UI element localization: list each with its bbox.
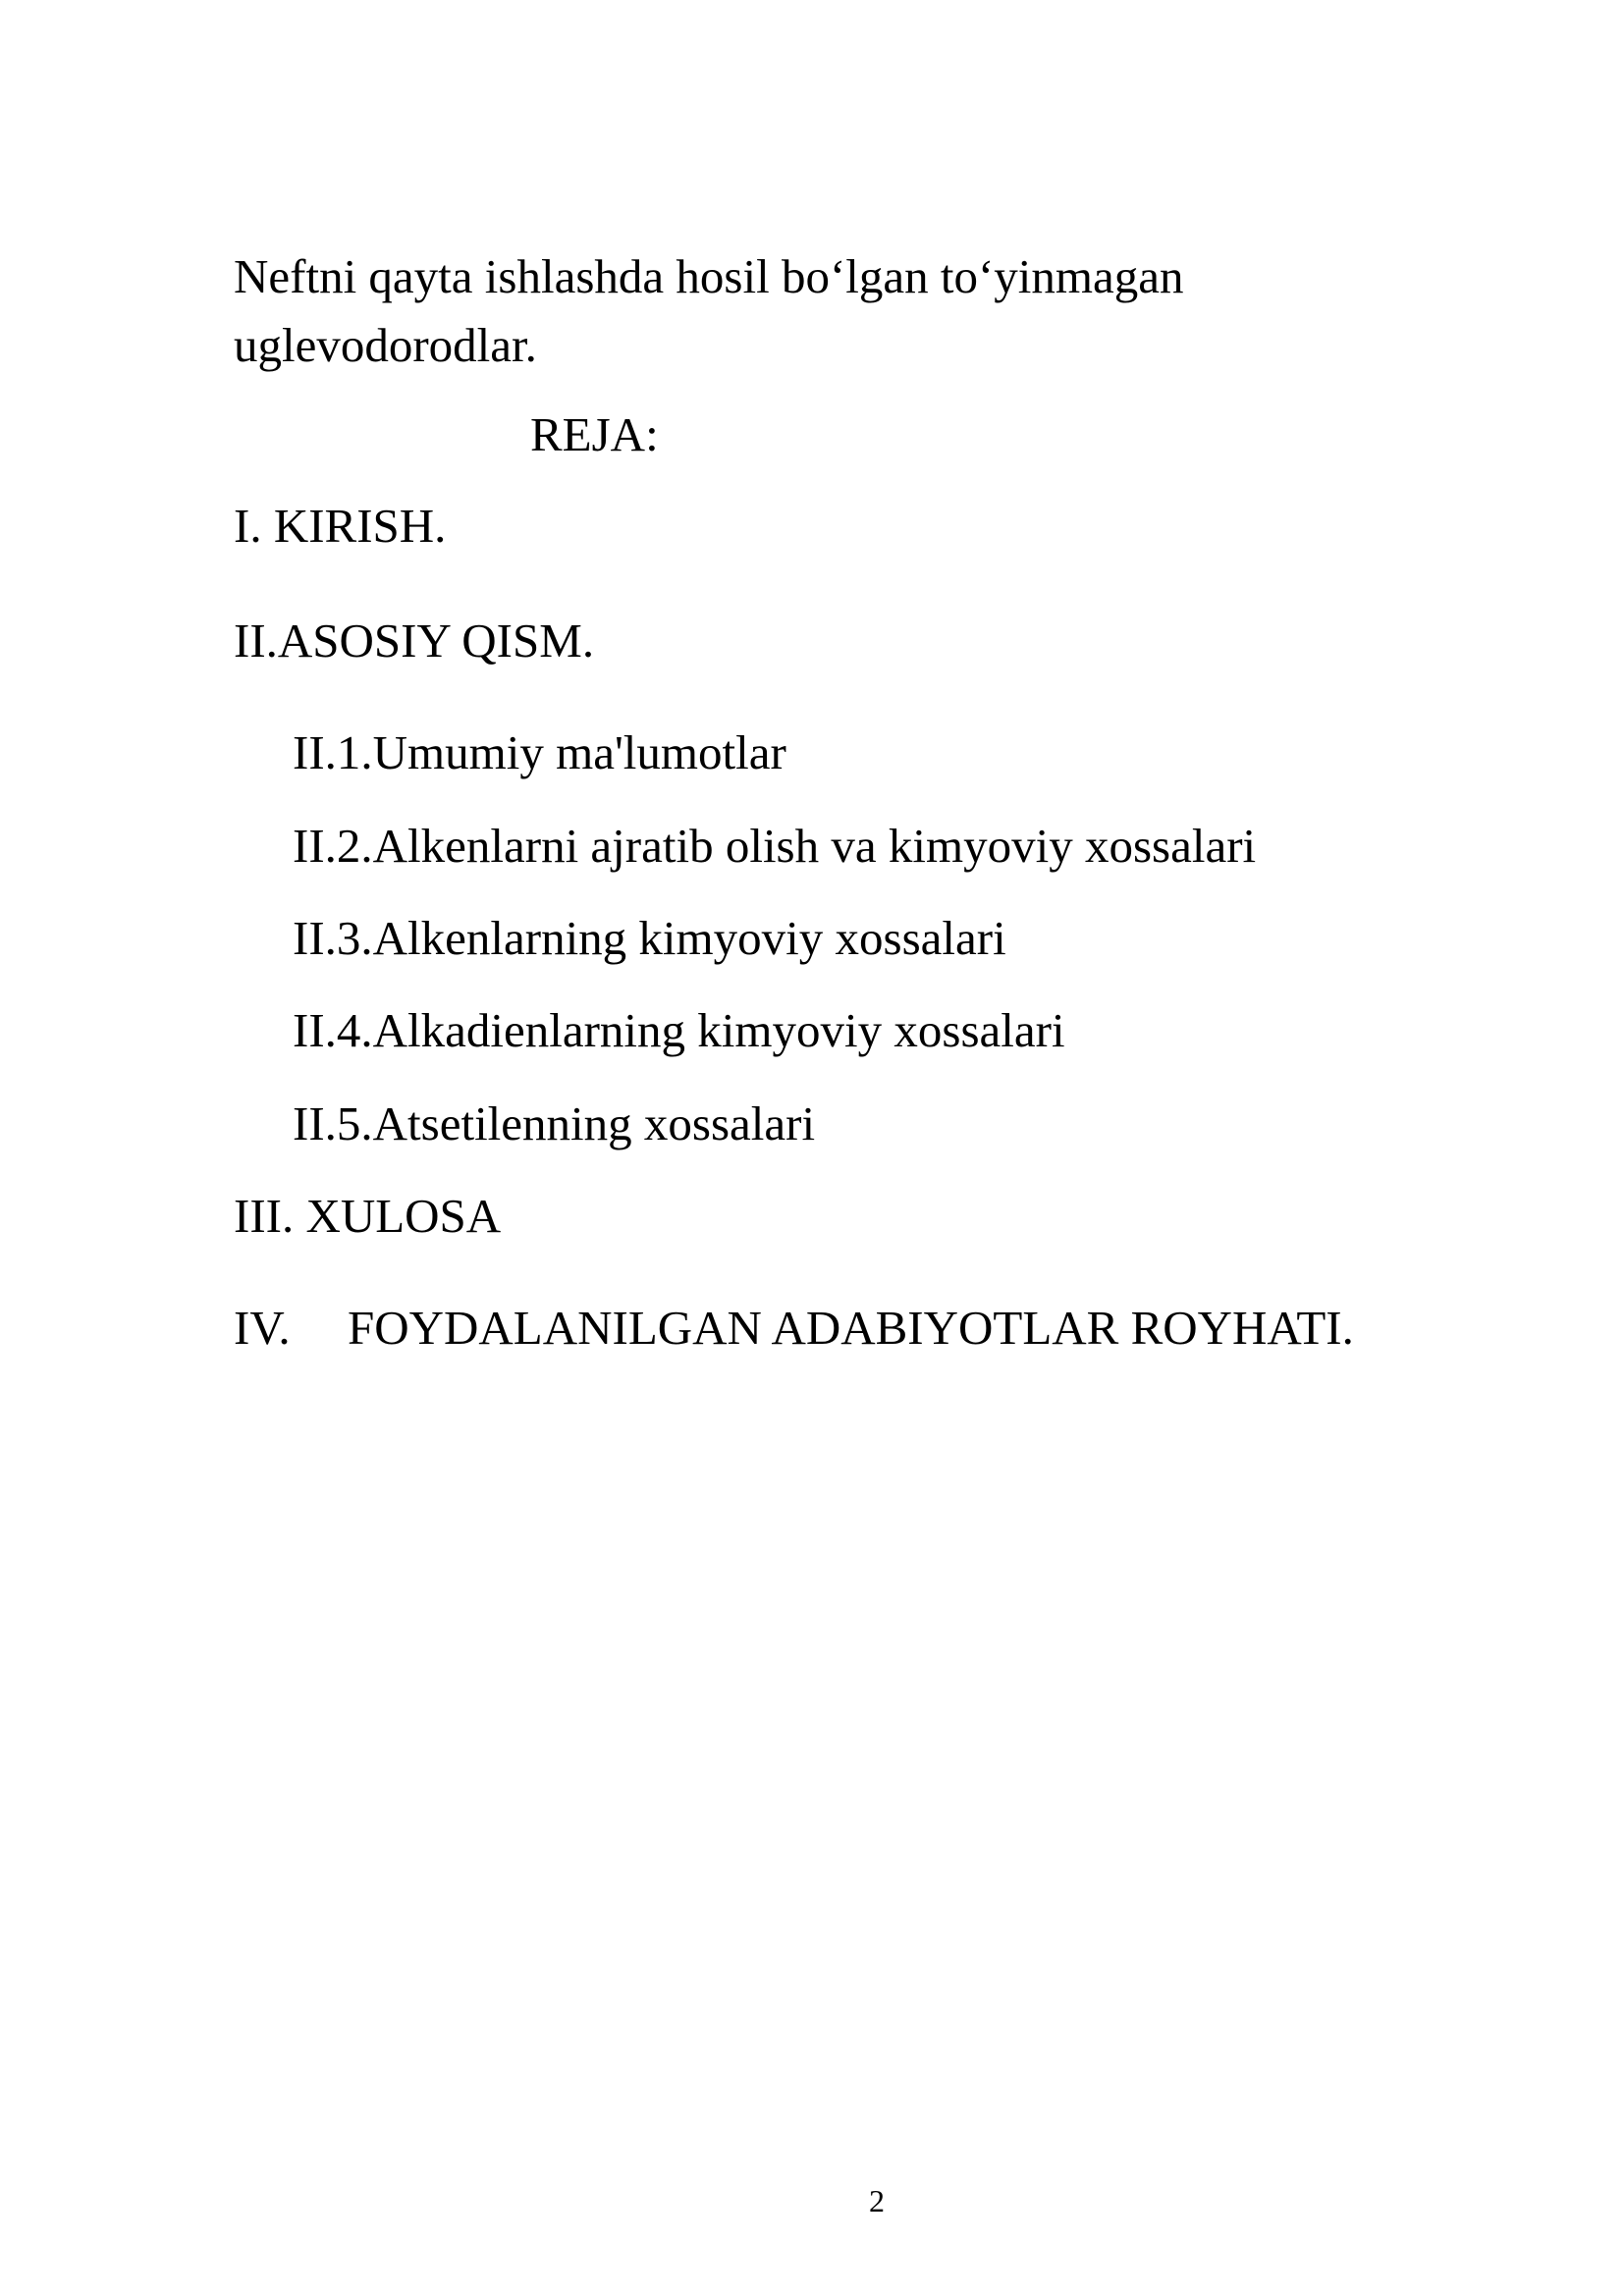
page-number: 2 xyxy=(869,2183,885,2218)
plan-heading: REJA: xyxy=(530,407,659,461)
outline-subitem-4: II.4.Alkadienlarning kimyoviy xossalari xyxy=(293,1003,1065,1057)
document-title-line-2: uglevodorodlar. xyxy=(234,318,537,372)
outline-subitem-5: II.5.Atsetilenning xossalari xyxy=(293,1096,816,1150)
outline-item-references-text: FOYDALANILGAN ADABIYOTLAR ROYHATI. xyxy=(348,1301,1354,1355)
document-title-line-1: Neftni qayta ishlashda hosil bo‘lgan to‘yinmagan xyxy=(234,249,1184,303)
outline-subitem-2: II.2.Alkenlarni ajratib olish va kimyoviy xossalari xyxy=(293,819,1257,873)
outline-item-references-number: IV. xyxy=(234,1301,291,1355)
outline-subitem-1: II.1.Umumiy ma'lumotlar xyxy=(293,725,786,779)
outline-item-references xyxy=(234,1299,1354,1358)
outline-item-main-part: II.ASOSIY QISM. xyxy=(234,614,595,667)
outline-item-introduction: I. KIRISH. xyxy=(234,499,447,553)
outline-subitem-3: II.3.Alkenlarning kimyoviy xossalari xyxy=(293,911,1006,965)
outline-item-conclusion: III. XULOSA xyxy=(234,1189,502,1243)
